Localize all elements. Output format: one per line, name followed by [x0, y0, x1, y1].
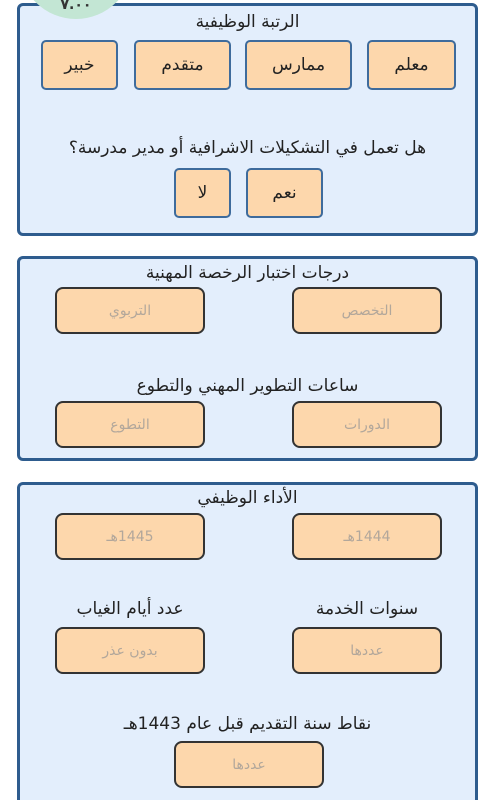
license-test-card [17, 256, 478, 461]
pre-1443-points-input[interactable] [174, 741, 324, 788]
answer-yes-button[interactable]: نعم [246, 168, 323, 218]
option-advanced-button[interactable]: متقدم [134, 40, 231, 90]
license-test-title: درجات اختبار الرخصة المهنية [145, 263, 350, 283]
job-rank-title: الرتبة الوظيفية [195, 12, 300, 32]
supervisory-question: هل تعمل في التشكيلات الاشرافية أو مدير مدرسة؟ [68, 138, 427, 158]
performance-1445-input[interactable] [55, 513, 205, 560]
pre-1443-points-label: نقاط سنة التقديم قبل عام 1443هـ [123, 714, 372, 734]
specialization-score-input[interactable] [292, 287, 442, 334]
service-years-input[interactable] [292, 627, 442, 674]
performance-card [17, 482, 478, 800]
absence-days-input[interactable] [55, 627, 205, 674]
job-rank-card [17, 3, 478, 236]
courses-input[interactable] [292, 401, 442, 448]
option-practitioner-button[interactable]: ممارس [245, 40, 352, 90]
service-years-label: سنوات الخدمة [315, 599, 419, 619]
option-teacher-button[interactable]: معلم [367, 40, 456, 90]
answer-no-button[interactable]: لا [174, 168, 231, 218]
score-value: ٧.٠٠ [60, 0, 92, 13]
performance-title: الأداء الوظيفي [197, 488, 298, 508]
option-expert-button[interactable]: خبير [41, 40, 118, 90]
volunteering-input[interactable] [55, 401, 205, 448]
professional-development-title: ساعات التطوير المهني والتطوع [136, 376, 359, 396]
educational-score-input[interactable] [55, 287, 205, 334]
performance-1444-input[interactable] [292, 513, 442, 560]
absence-days-label: عدد أيام الغياب [76, 599, 184, 619]
